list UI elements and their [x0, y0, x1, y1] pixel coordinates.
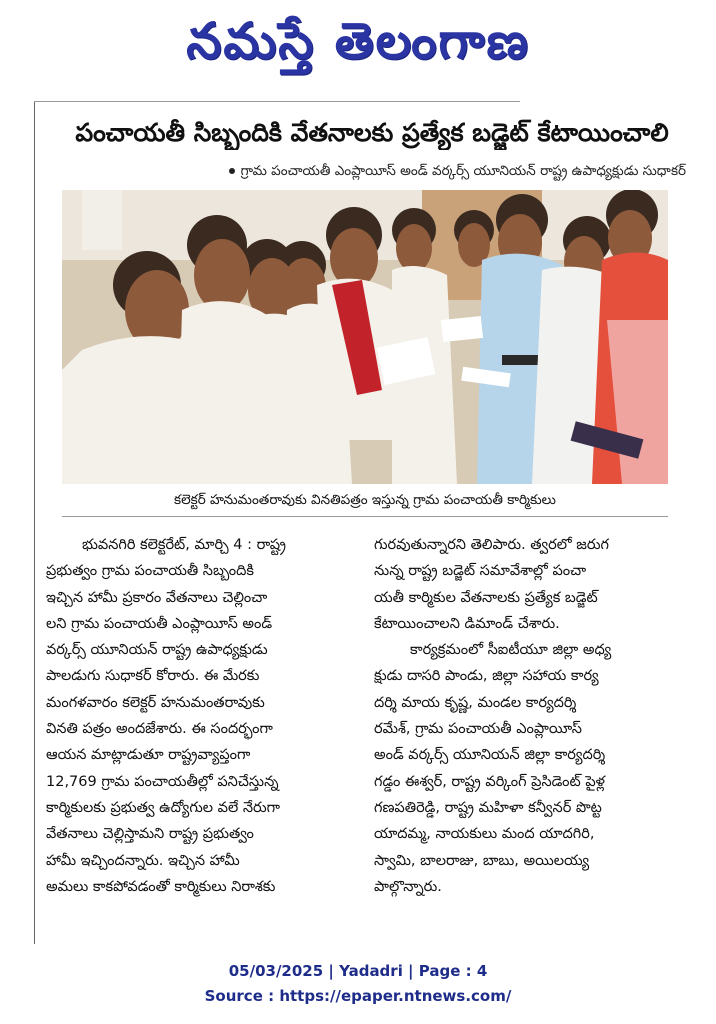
body-line: స్వామి, బాలరాజు, బాబు, అయిలయ్య [374, 852, 590, 869]
article-column-left [46, 532, 344, 932]
body-line: పాలడుగు సుధాకర్ కోరారు. ఈ మేరకు [46, 668, 260, 685]
body-line: యాదమ్మ, నాయకులు మంద యాదగిరి, [374, 826, 595, 843]
article-column-right [374, 532, 672, 932]
body-line: క్షుడు దాసరి పాండు, జిల్లా సహాయ కార్య [374, 668, 599, 685]
bullet-icon [229, 168, 235, 174]
body-line: 12,769 గ్రామ పంచాయతీల్లో పనిచేస్తున్న [46, 773, 279, 790]
article-subhead [66, 160, 686, 182]
body-line: వేతనాలు చెల్లిస్తామని రాష్ట్ర ప్రభుత్వం [46, 826, 254, 843]
body-line: ప్రభుత్వం గ్రామ పంచాయతీ సిబ్బందికి [46, 563, 254, 580]
photo-illustration [62, 190, 668, 484]
body-line: మంగళవారం కలెక్టర్ హనుమంతరావుకు [46, 694, 265, 711]
body-line: గురవుతున్నారని తెలిపారు. త్వరలో జరుగ [374, 537, 609, 553]
clip-border-top [34, 101, 520, 102]
body-line: అమలు కాకపోవడంతో కార్మికులు నిరాశకు [46, 878, 276, 895]
body-line: యతీ కార్మికుల వేతనాలకు ప్రత్యేక బడ్జెట్ [374, 589, 598, 606]
body-line: వర్కర్స్ యూనియన్ రాష్ట్ర ఉపాధ్యక్షుడు [46, 642, 268, 659]
body-line: కార్యక్రమంలో సీఐటీయూ జిల్లా అధ్య [410, 642, 612, 659]
body-line: కేటాయించాలని డిమాండ్ చేశారు. [374, 615, 560, 632]
body-line: దర్శి మాయ కృష్ణ, మండల కార్యదర్శి [374, 694, 577, 711]
article-photo [62, 190, 668, 484]
body-line: పాల్గొన్నారు. [374, 878, 442, 895]
body-line: భువనగిరి కలెక్టరేట్, మార్చి 4 : రాష్ట్ర [82, 537, 286, 553]
newspaper-masthead: నమస్తే తెలంగాణ [186, 11, 530, 70]
clip-border-left [34, 101, 35, 944]
body-line: వినతి పత్రం అందజేశారు. ఈ సందర్భంగా [46, 721, 273, 738]
body-line: గణపతిరెడ్డి, రాష్ట్ర మహిళా కన్వీనర్ పొట్ట [374, 799, 602, 816]
caption-divider [62, 516, 668, 517]
body-line: అండ్ వర్కర్స్ యూనియన్ జిల్లా కార్యదర్శి [374, 747, 606, 764]
footer-source-line: Source : https://epaper.ntnews.com/ [204, 987, 512, 1005]
body-line: రమేశ్, గ్రామ పంచాయతీ ఎంప్లాయీస్ [374, 721, 582, 738]
footer-date-line: 05/03/2025 | Yadadri | Page : 4 [228, 962, 488, 980]
body-line: ఆయన మాట్లాడుతూ రాష్ట్రవ్యాప్తంగా [46, 747, 251, 764]
subhead-text: గ్రామ పంచాయతీ ఎంప్లాయీస్ అండ్ వర్కర్స్ యూనియన్ రాష్ట్ర ఉపాధ్యక్షుడు సుధాకర్ [240, 163, 686, 179]
body-line: నున్న రాష్ట్ర బడ్జెట్ సమావేశాల్లో పంచా [374, 563, 587, 580]
photo-caption: కలెక్టర్ హనుమంతరావుకు వినతిపత్రం ఇస్తున్న గ్రామ పంచాయతీ కార్మికులు [174, 492, 556, 508]
body-line: గడ్డం ఈశ్వర్, రాష్ట్ర వర్కింగ్ ప్రెసిడెంట్ పైళ్ల [374, 773, 605, 790]
body-line: హామీ ఇచ్చిందన్నారు. ఇచ్చిన హామీ [46, 852, 240, 869]
body-line: ఇచ్చిన హామీ ప్రకారం వేతనాలు చెల్లించా [46, 589, 268, 606]
body-line: కార్మికులకు ప్రభుత్వ ఉద్యోగుల వలే నేరుగా [46, 799, 281, 816]
body-line: లని గ్రామ పంచాయతీ ఎంప్లాయీస్ అండ్ [46, 615, 273, 632]
article-headline: పంచాయతీ సిబ్బందికి వేతనాలకు ప్రత్యేక బడ్జెట్ కేటాయించాలి [75, 118, 669, 147]
